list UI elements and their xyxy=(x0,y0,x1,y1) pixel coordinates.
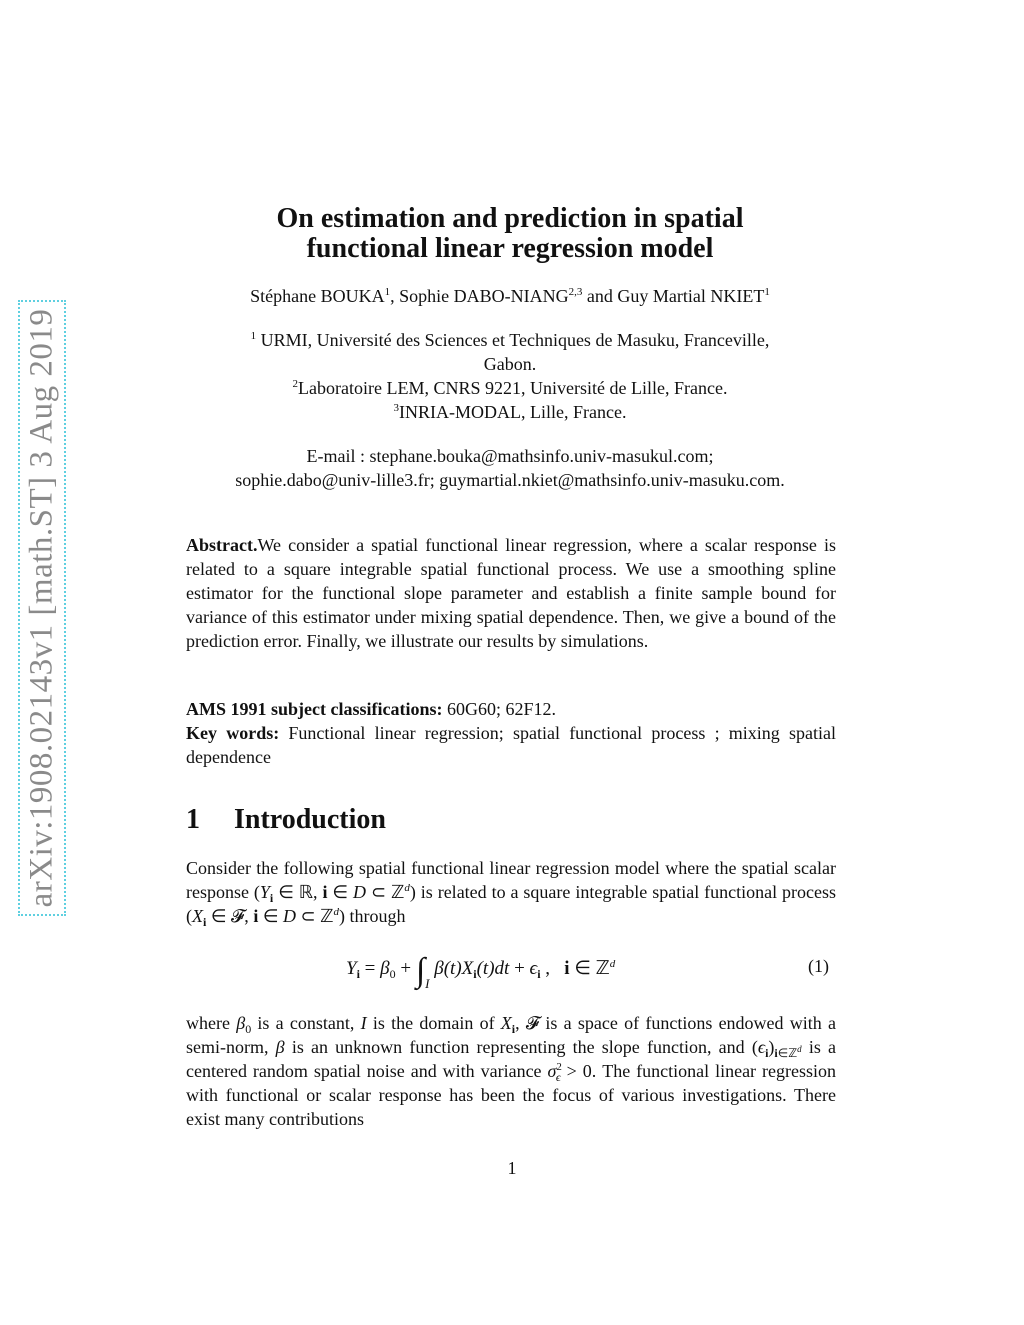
section-title: Introduction xyxy=(234,804,386,835)
intro-paragraph-2: where $\beta_0$ is a constant, I is the domain of $X_i$, 𝓕 is a space of functions endowed with a semi-norm, β is an unknown function representing the slope function, and $(\epsilon_i)_{i\in ℤ^d}$ is a centered random spatial noise and with variance $\sigma^2_\epsilon > 0$. The functional linear regression with functional or scalar response has been the focus of various investigations. There exist many contributions xyxy=(186,1013,837,1129)
equation-1: $Y_i = \beta_0 + \int_I$ $\beta(t)X_i(t)dt + \epsilon_i$ , i ∈ ℤ$^d$ xyxy=(346,952,616,991)
arxiv-stamp[interactable] xyxy=(18,300,66,916)
title-line-2: functional linear regression model xyxy=(306,233,714,264)
abstract xyxy=(186,533,836,653)
keywords xyxy=(186,721,836,769)
abstract-label: Abstract. xyxy=(186,535,258,555)
abstract-text: We consider a spatial functional linear regression, where a scalar response is related to a square integrable spatial functional process. We use a smoothing spline estimator for the functional slope parameter and establish a finite sample bound for variance of this estimator under mixing spatial dependence. Then, we give a bound of the prediction error. Finally, we illustrate our results by simulations. xyxy=(186,535,836,651)
affiliation-3: $^3$INRIA-MODAL, Lille, France. xyxy=(393,402,627,422)
author-nkiet: Guy Martial NKIET xyxy=(617,286,765,306)
email-line-1: E-mail : stephane.bouka@mathsinfo.univ-masukul.com; xyxy=(306,446,714,466)
affiliation-1: $^1$ URMI, Université des Sciences et Techniques de Masuku, Franceville, xyxy=(250,330,770,350)
page-number: 1 xyxy=(507,1158,517,1178)
paper-title xyxy=(180,204,840,264)
affiliation-1-cont: Gabon. xyxy=(483,354,537,374)
author-list: Stéphane BOUKA$^1$, Sophie DABO-NIANG$^{2,3}$ and Guy Martial NKIET$^1$ xyxy=(250,286,770,306)
affiliation-2: $^2$Laboratoire LEM, CNRS 9221, Université de Lille, France. xyxy=(292,378,728,398)
intro-paragraph-1: Consider the following spatial functional linear regression model where the spatial scalar response ($Y_i$ ∈ ℝ, i ∈ D ⊂ ℤ$^d$) is related to a square integrable spatial functional process ($X_i$ ∈ 𝓕, i ∈ D ⊂ ℤ$^d$) through xyxy=(186,858,836,929)
ams-value: 60G60; 62F12. xyxy=(442,699,556,719)
ams-classifications xyxy=(186,697,836,721)
keywords-label: Key words: xyxy=(186,723,280,743)
title-line-1: On estimation and prediction in spatial xyxy=(276,203,744,234)
section-heading xyxy=(186,804,386,836)
author-dabo-niang: Sophie DABO-NIANG xyxy=(399,286,569,306)
equation-number: (1) xyxy=(808,956,829,976)
section-number: 1 xyxy=(186,804,200,835)
author-bouka: Stéphane BOUKA xyxy=(250,286,385,306)
arxiv-identifier: arXiv:1908.02143v1 [math.ST] 3 Aug 2019 xyxy=(23,308,60,908)
ams-label: AMS 1991 subject classifications: xyxy=(186,699,443,719)
keywords-value: Functional linear regression; spatial functional process ; mixing spatial dependence xyxy=(186,723,836,767)
email-line-2: sophie.dabo@univ-lille3.fr; guymartial.nkiet@mathsinfo.univ-masuku.com. xyxy=(235,470,785,490)
